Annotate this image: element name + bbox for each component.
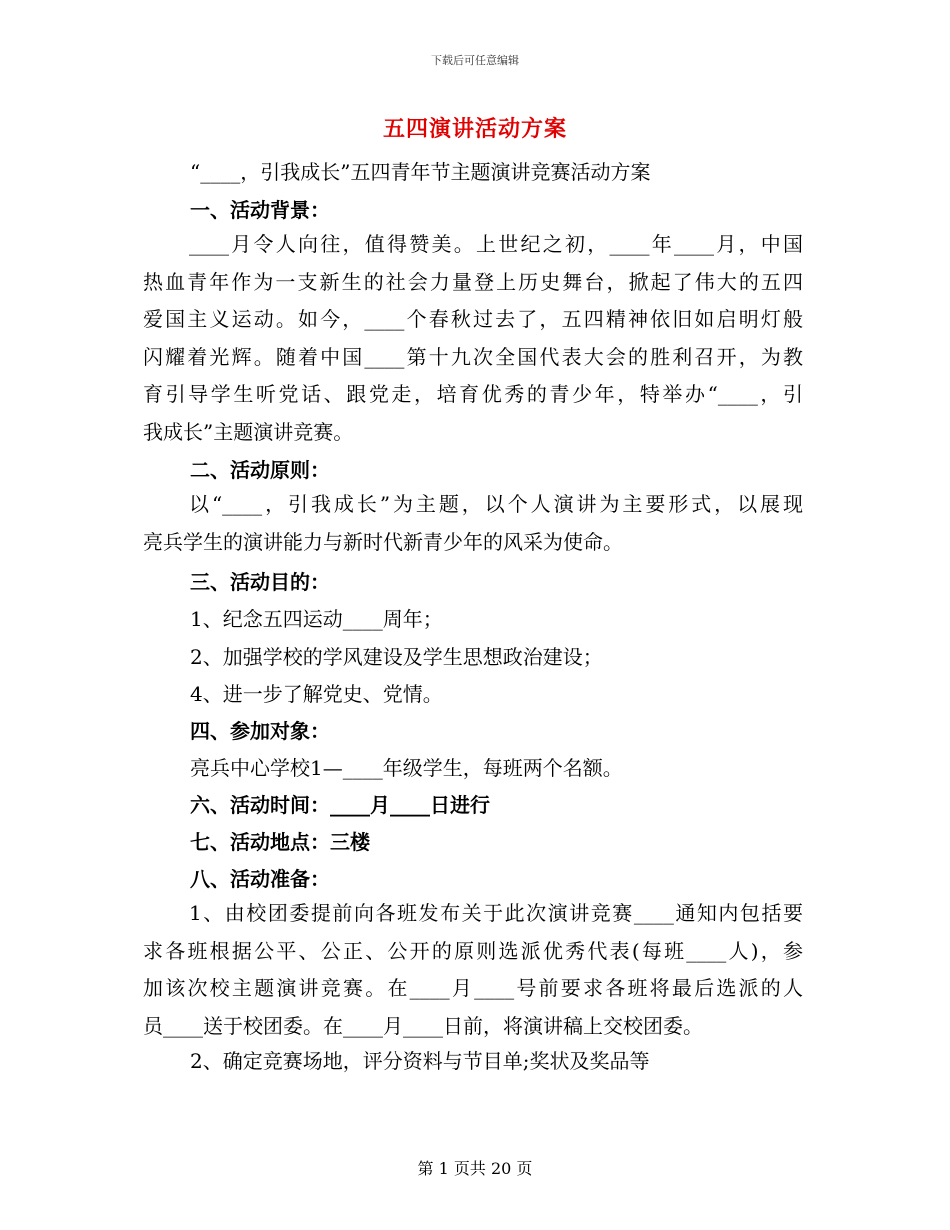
section-heading-principle: 二、活动原则： xyxy=(190,458,330,482)
paragraph-target: 亮兵中心学校1—____年级学生，每班两个名额。 xyxy=(190,756,623,780)
paragraph-line: 员____送于校团委。在____月____日前，将演讲稿上交校团委。 xyxy=(143,1013,703,1038)
section-heading-preparation: 八、活动准备： xyxy=(190,867,330,891)
section-place: 七、活动地点：三楼 xyxy=(190,830,370,854)
page-footer: 第 1 页共 20 页 xyxy=(417,1159,533,1178)
paragraph-line: ____月令人向往，值得赞美。上世纪之初，____年____月，中国 xyxy=(189,232,803,256)
list-item: 2、加强学校的学风建设及学生思想政治建设； xyxy=(190,645,603,669)
paragraph-line: 热血青年作为一支新生的社会力量登上历史舞台，掀起了伟大的五四 xyxy=(143,269,803,294)
paragraph-line: 亮兵学生的演讲能力与新时代新青少年的风采为使命。 xyxy=(143,529,623,554)
section-heading-target: 四、参加对象： xyxy=(190,719,330,743)
list-item: 4、进一步了解党史、党情。 xyxy=(190,682,443,706)
page-header: 下载后可任意编辑 xyxy=(431,54,519,67)
paragraph-line: 以“____，引我成长”为主题，以个人演讲为主要形式，以展现 xyxy=(189,492,803,516)
document-title: 五四演讲活动方案 xyxy=(382,116,567,142)
paragraph-principle xyxy=(143,486,803,561)
paragraph-line: 爱国主义运动。如今，____个春秋过去了，五四精神依旧如启明灯般 xyxy=(143,307,803,331)
paragraph-line: 闪耀着光辉。随着中国____第十九次全国代表大会的胜利召开，为教 xyxy=(143,344,803,369)
section-heading-purpose: 三、活动目的： xyxy=(190,570,330,594)
section-time: 六、活动时间：____月____日进行 xyxy=(190,793,490,817)
paragraph-line: 加该次校主题演讲竞赛。在____月____号前要求各班将最后选派的人 xyxy=(143,976,803,1000)
paragraph-background xyxy=(143,226,803,451)
paragraph-line: 育引导学生听党话、跟党走，培育优秀的青少年，特举办“____，引 xyxy=(143,382,803,406)
list-item: 2、确定竞赛场地，评分资料与节目单;奖状及奖品等 xyxy=(190,1049,650,1073)
document-subtitle: “____，引我成长”五四青年节主题演讲竞赛活动方案 xyxy=(190,160,651,184)
list-item: 1、纪念五四运动____周年； xyxy=(190,607,443,631)
section-heading-background: 一、活动背景： xyxy=(190,198,330,222)
paragraph-line: 1、由校团委提前向各班发布关于此次演讲竞赛____通知内包括要 xyxy=(189,901,803,925)
paragraph-line: 我成长”主题演讲竞赛。 xyxy=(143,419,354,444)
paragraph-preparation xyxy=(143,895,803,1045)
paragraph-line: 求各班根据公平、公正、公开的原则选派优秀代表(每班____人)，参 xyxy=(143,938,803,963)
